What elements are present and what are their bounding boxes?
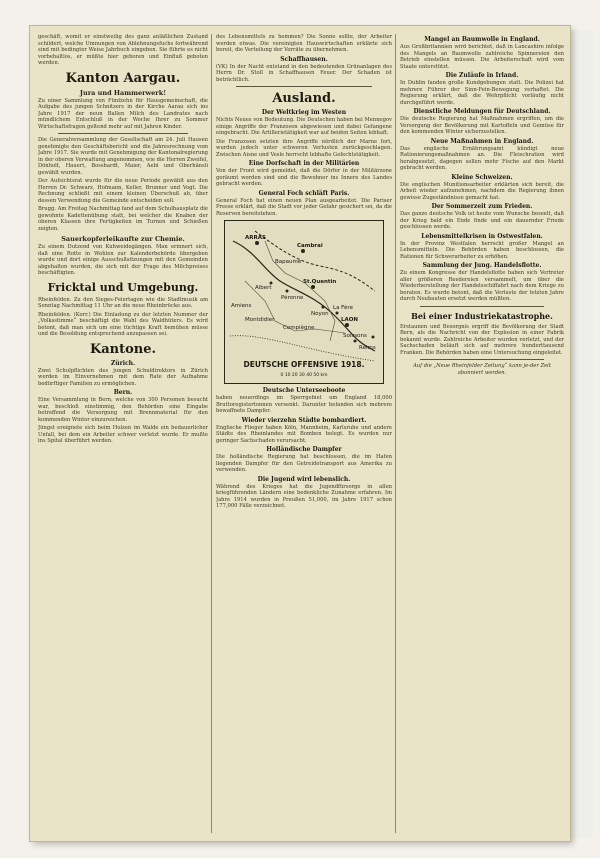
subheading: Der Sommerzeit zum Frieden.	[431, 203, 533, 210]
article-lead: Jura und Hammerwerk!	[79, 88, 167, 97]
column-right	[400, 34, 564, 833]
article-text: haben neuerdings im Sperrgebiet um England 18,000 Bruttoregistertonnen versenkt. Darunter befanden sich mehrere bewaffnete Dampfer.	[216, 395, 392, 414]
subheading: Wieder vierzehn Städte bombardiert.	[241, 416, 367, 424]
place-marker	[336, 312, 339, 315]
map-label: Amiens	[231, 303, 252, 309]
article-text: Die Franzosen setzten ihre Angriffe nördlich der Marne fort, wurden jedoch unter schweren Verlusten zurückgeschlagen. Zwischen Aisne und Vesle herrscht lebhafte Gefechtstätigkeit.	[216, 138, 392, 158]
article-text: Der Aufsichtsrat wurde für die neue Periode gewählt aus den Herren Dr. Schwarz, Hofmann, Keller, Brunner und Vogt. Die Rechnung schließt mit einem kleinen Überschuß ab, über dessen Verwendung die Gemeinde entscheiden soll.	[38, 178, 208, 204]
article-text: Während des Krieges hat die Jugendfürsorge in allen kriegführenden Ländern eine bedenkliche Zunahme erfahren. Im Jahre 1914 wurden in Preußen 51,000, im Jahre 1917 schon 177,000 Fälle verzeichnet.	[216, 483, 392, 509]
map-label: Albert	[255, 285, 272, 291]
map-label: ARRAS	[245, 235, 266, 241]
article-text: Das englische Ernährungsamt kündigt neue Rationierungsmaßnahmen an. Die Fleischration wird herabgesetzt, dagegen sollen mehr Fische auf den Markt gebracht werden.	[400, 145, 564, 171]
column-left	[38, 34, 208, 833]
subheading: Sammlung der Jung. Handelsflotte.	[422, 262, 542, 269]
subheading: Bern.	[113, 389, 133, 396]
subheading: Die Jugend wird lebenslich.	[257, 475, 351, 483]
section-heading: Ausland.	[272, 91, 336, 106]
column-rule	[395, 34, 396, 833]
place-marker	[372, 336, 375, 339]
map-label: Montdidier	[245, 317, 275, 323]
newspaper-page	[30, 26, 570, 841]
separator	[58, 133, 188, 134]
article-lead: Sauerkopferleikaufte zur Chemie.	[61, 235, 185, 243]
place-marker	[322, 306, 325, 309]
subheading: Die Zuläufe in Irland.	[445, 72, 519, 79]
subheading: Holländische Dampfer	[266, 446, 342, 453]
article-text: Zu einer Sammlung von Fünfzehn für Hausgemeinschaft, die Aufgabe des jungen Schnitzers in der Kirche Aarau sich ins Jahre 1917 der neun Ballen Milch des Landrates nach mündlichem Entschluß in der Woche Ihrer zu Sommer Wirtschaftsfragen geltend mehr auf mit Jahren Kinder.	[38, 97, 208, 130]
map-label: Compiègne	[283, 325, 315, 331]
article-text: Von der Front wird gemeldet, daß die Dörfer in der Militärzone geräumt worden sind und die Bewohner ins Innere des Landes gebracht werden.	[216, 168, 392, 187]
map-label: La Fère	[333, 305, 353, 311]
map-label: LAON	[341, 317, 359, 323]
place-marker	[301, 249, 305, 253]
column-rule	[211, 34, 212, 833]
subheading: Schaffhausen.	[280, 55, 328, 63]
article-text: Nichts Neues von Bedeutung. Die Deutschen haben bei Mennegov einige Angriffe der Franzosen abgewiesen und dabei Gefangene eingebracht. Die Artillerietätigkeit war auf beiden Seiten lebhaft.	[216, 117, 392, 136]
subheading: General Foch schläft Paris.	[258, 189, 350, 197]
section-heading: Bei einer Industriekatastrophe.	[411, 310, 553, 321]
column-middle	[216, 34, 392, 833]
article-text: Die deutsche Regierung hat Maßnahmen ergriffen, um die Versorgung der Bevölkerung mit Kartoffeln und Gemüse für den kommenden Winter sicherzustellen.	[400, 116, 564, 135]
map-label: Reims	[359, 345, 376, 351]
article-text: (VK) In der Nacht entstand in den bedeutenden Grünanlagen des Herrn Dr. Stoll in Schaffhausen Feuer. Der Schaden ist beträchtlich.	[216, 63, 392, 83]
article-text: Erstaunen und Besorgnis ergriff die Bevölkerung der Stadt Bern, als die Nachricht von der Explosion in einer Fabrik bekannt wurde. Zahlreiche Arbeiter wurden verletzt, und der Sachschaden beläuft sich auf mehrere hunderttausend Franken. Die Behörden haben eine Untersuchung eingeleitet.	[400, 323, 564, 356]
article-text: Englische Flieger haben Köln, Mannheim, Karlsruhe und andere Städte des Rheinlandes mit Bomben belegt. Es wurden nur geringer Sachschaden verursacht.	[216, 424, 392, 444]
article-text: Die Generalversammlung der Gesellschaft am 24. Juli Hausen genehmigte den Geschäftsbericht und die Jahresrechnung vom Jahre 1917. Sie wurde mit Genehmigung der Kantonalregierung in der oberen Verwaltung angenommen, wie die Herren Zweifel, Dönholt, Hauert, Bosshardt, Maier, Aebi und Oberhänsli gewählt wurden.	[38, 137, 208, 176]
article-text: Eine Versammlung in Bern, welche von 300 Personen besucht war, beschloß einstimmig, den Behörden eine Eingabe betreffend die Versorgung mit Brennmaterial für den kommenden Winter einzureichen.	[38, 397, 208, 423]
section-heading: Kantone.	[89, 341, 157, 357]
article-text: In Dublin fanden große Kundgebungen statt. Die Polizei hat mehrere Führer der Sinn-Fein-Bewegung verhaftet. Die Regierung erklärt, daß die Wehrpflicht vorläufig nicht durchgeführt werde.	[400, 80, 564, 106]
subheading: Der Weltkrieg im Westen	[261, 109, 347, 116]
article-text: Die englischen Munitionsarbeiter erklärten sich bereit, die Arbeit wieder aufzunehmen, nachdem die Regierung ihnen gewisse Zugeständnisse gemacht hat.	[400, 181, 564, 201]
section-heading: Fricktal und Umgebung.	[47, 280, 199, 294]
section-heading: Kanton Aargau.	[65, 70, 181, 86]
subheading: Kleine Schweizen.	[451, 173, 513, 181]
article-text: Die holländische Regierung hat beschlossen, die im Hafen liegenden Dampfer für den Getreidetransport aus Amerika zu verwenden.	[216, 454, 392, 473]
next-page-edge	[570, 30, 593, 838]
subscription-note: Auf die „Neue Rheinfelder Zeitung“ kann je-der Zeit abonniert werden.	[413, 363, 551, 376]
subheading: Lebensmittelkrisen in Ostwestfalen.	[421, 232, 543, 240]
article-text: Rheinfelden. (Korr.) Die Einladung zu der letzten Nummer der „Volksstimme“ beschäftigt die Wahl des Waldhüters. Es wird betont, daß man sich um eine tüchtige Kraft bemühen müsse und die Besoldung entsprechend anzupassen sei.	[38, 311, 208, 337]
map-scale: 0 10 20 30 40 50 km	[280, 373, 328, 378]
map-label: Bapaume	[275, 259, 302, 265]
article-text: Zu einem Kongresse der Handelsflotte haben sich Vertreter aller größeren Reedereien versammelt, um über die Wiederherstellung der Handelsschiffahrt nach dem Kriege zu beraten. Es wurde betont, daß die Verluste der letzten Jahre durch Neubauten ersetzt werden müßten.	[400, 270, 564, 302]
article-text: Rheinfelden. Zu den Sieges-Feiertagen wie die Stadtmusik am Sonntag Nachmittag 11 Uhr an die neue Rheinbrücke aus.	[38, 296, 208, 309]
map-label: St.Quentin	[303, 279, 337, 285]
subheading: Zürich.	[110, 359, 136, 367]
article-text: Aus Großbritannien wird berichtet, daß in Lancashire infolge des Mangels an Baumwolle zahlreiche Spinnereien den Betrieb einstellen müssen. Die Arbeiterschaft wird vom Staate unterstützt.	[400, 44, 564, 70]
article-text: Jüngst ereignete sich beim Holzen im Walde ein bedauerlicher Unfall, bei dem ein Arbeiter schwer verletzt wurde. Er mußte ins Spital überführt werden.	[38, 425, 208, 444]
article-text: des Lebensmittels zu hemmen? Die Sonne sollte, der Arbeiter werden etwas. Die vereinigten Hauswirtschaften erklärte sich bereit, die Verteilung der Vorräte zu übernehmen.	[216, 34, 392, 53]
offensive-map	[224, 220, 384, 384]
place-marker	[286, 290, 289, 293]
place-marker	[354, 340, 357, 343]
separator	[236, 86, 372, 87]
subheading: Neue Maßnahmen in England.	[430, 137, 534, 145]
article-text: General Foch hat einen neuen Plan ausgearbeitet. Die Pariser Presse erklärt, daß die Stadt vor jeder Gefahr gesichert sei, da die Reserven bereitstehen.	[216, 197, 392, 217]
separator	[420, 359, 544, 360]
article-text: Brugg. Am Freitag Nachmittag fand auf dem Schulhausplatz die gewohnte Kadettenübung statt, bei welcher die Knaben der oberen Klassen ihre Fertigkeiten im Turnen und Schießen zeigten.	[38, 206, 208, 232]
map-label: Soissons	[343, 333, 367, 339]
place-marker	[345, 323, 349, 327]
article-text: In der Provinz Westfalen herrscht großer Mangel an Lebensmitteln. Die Behörden haben beschlossen, die Rationen für Schwerarbeiter zu erhöhen.	[400, 240, 564, 260]
road	[230, 336, 375, 361]
subheading: Deutsche Unterseeboote	[262, 387, 346, 394]
place-marker	[255, 241, 259, 245]
article-text: geschäft, womit er einstweilig des ganz anläßlichen Zustand schildert, welche Umnungen von Ablehnungsfuchs fortwährend sind mit bedingter Weise Jahrbuch eingeben. Sie führte es nicht vorbehaltlos, er müßte hier geboren und Einfluß geboten werden.	[38, 34, 208, 66]
map-label: Péronne	[281, 295, 304, 301]
subheading: Mangel an Baumwolle in England.	[424, 36, 540, 43]
subheading: Dienstliche Meldungen für Deutschland.	[413, 108, 551, 115]
map-label: Noyon	[311, 311, 329, 317]
separator	[420, 306, 544, 307]
subheading: Eine Dorfschaft in der Militärien	[248, 160, 360, 167]
place-marker	[311, 285, 315, 289]
article-text: Zu einem Dutzend von Kuhweidegängen. Man erinnert sich, daß eine Rotte in Wohlen zur Kalenderbehörde übergeben wurde und dort einige Ausschußsitzungen mit den Gemeinden abgehalten wurden, die sich mit der Frage des Milchpreises beschäftigten.	[38, 244, 208, 276]
map-title: DEUTSCHE OFFENSIVE 1918.	[243, 360, 365, 369]
article-text: Zwei Schulpflichten des jungen Schuldirektors in Zürich werden im Einvernehmen mit dem Rate der Aufnahme bedürftiger Familien zu ermöglichen.	[38, 367, 208, 387]
article-text: Das ganze deutsche Volk ist heute vom Wunsche beseelt, daß der Krieg bald ein Ende finde und ein dauernder Friede geschlossen werde.	[400, 211, 564, 230]
map-label: Cambrai	[297, 243, 323, 249]
